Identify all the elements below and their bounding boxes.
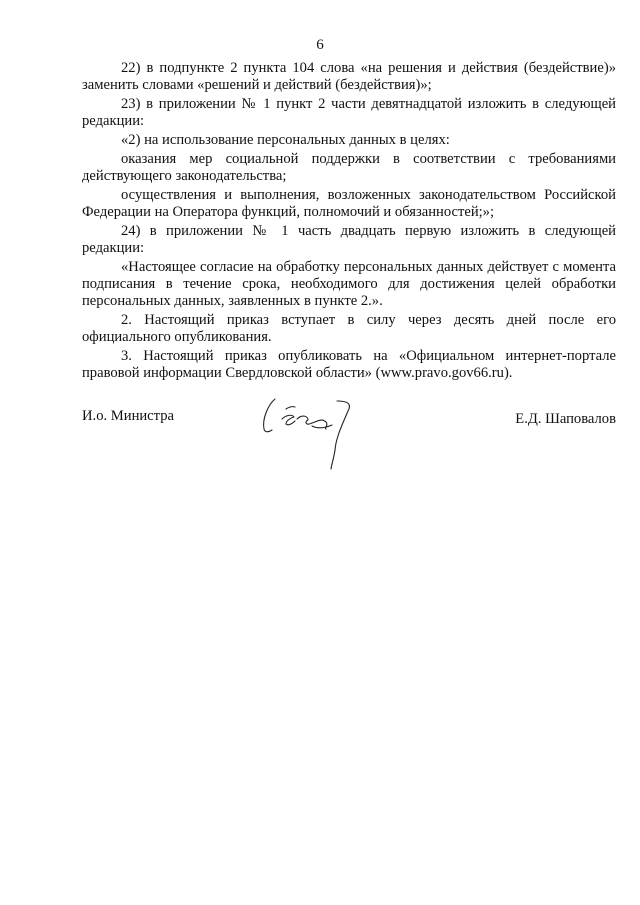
- document-body: [82, 60, 616, 384]
- page-number: 6: [316, 37, 324, 53]
- paragraph-quote-start: «2) на использование персональных данных в целях:: [121, 132, 450, 148]
- paragraph-purpose-2: осуществления и выполнения, возложенных законодательством Российской Федерации на Оператора функций, полномочий и обязанностей;»;: [82, 187, 616, 220]
- paragraph-purpose-1: оказания мер социальной поддержки в соответствии с требованиями действующего законодательства;: [82, 151, 616, 184]
- paragraph-item-24: 24) в приложении № 1 часть двадцать первую изложить в следующей редакции:: [82, 223, 616, 256]
- paragraph-item-22: 22) в подпункте 2 пункта 104 слова «на решения и действия (бездействие)» заменить словами «решений и действий (бездействия)»;: [82, 60, 616, 93]
- paragraph-consent-quote: «Настоящее согласие на обработку персональных данных действует с момента подписания в течение срока, необходимого для достижения целей обработки персональных данных, заявленных в пункте 2.».: [82, 259, 616, 309]
- signatory-name: Е.Д. Шаповалов: [515, 411, 616, 427]
- paragraph-clause-3: 3. Настоящий приказ опубликовать на «Официальном интернет-портале правовой информации Свердловской области» (www.pravo.gov66.ru).: [82, 348, 616, 381]
- handwritten-signature: [252, 395, 402, 475]
- signature-block: [82, 395, 616, 485]
- signatory-title: И.о. Министра: [82, 408, 174, 424]
- paragraph-item-23: 23) в приложении № 1 пункт 2 части девятнадцатой изложить в следующей редакции:: [82, 96, 616, 129]
- paragraph-clause-2: 2. Настоящий приказ вступает в силу через десять дней после его официального опубликования.: [82, 312, 616, 345]
